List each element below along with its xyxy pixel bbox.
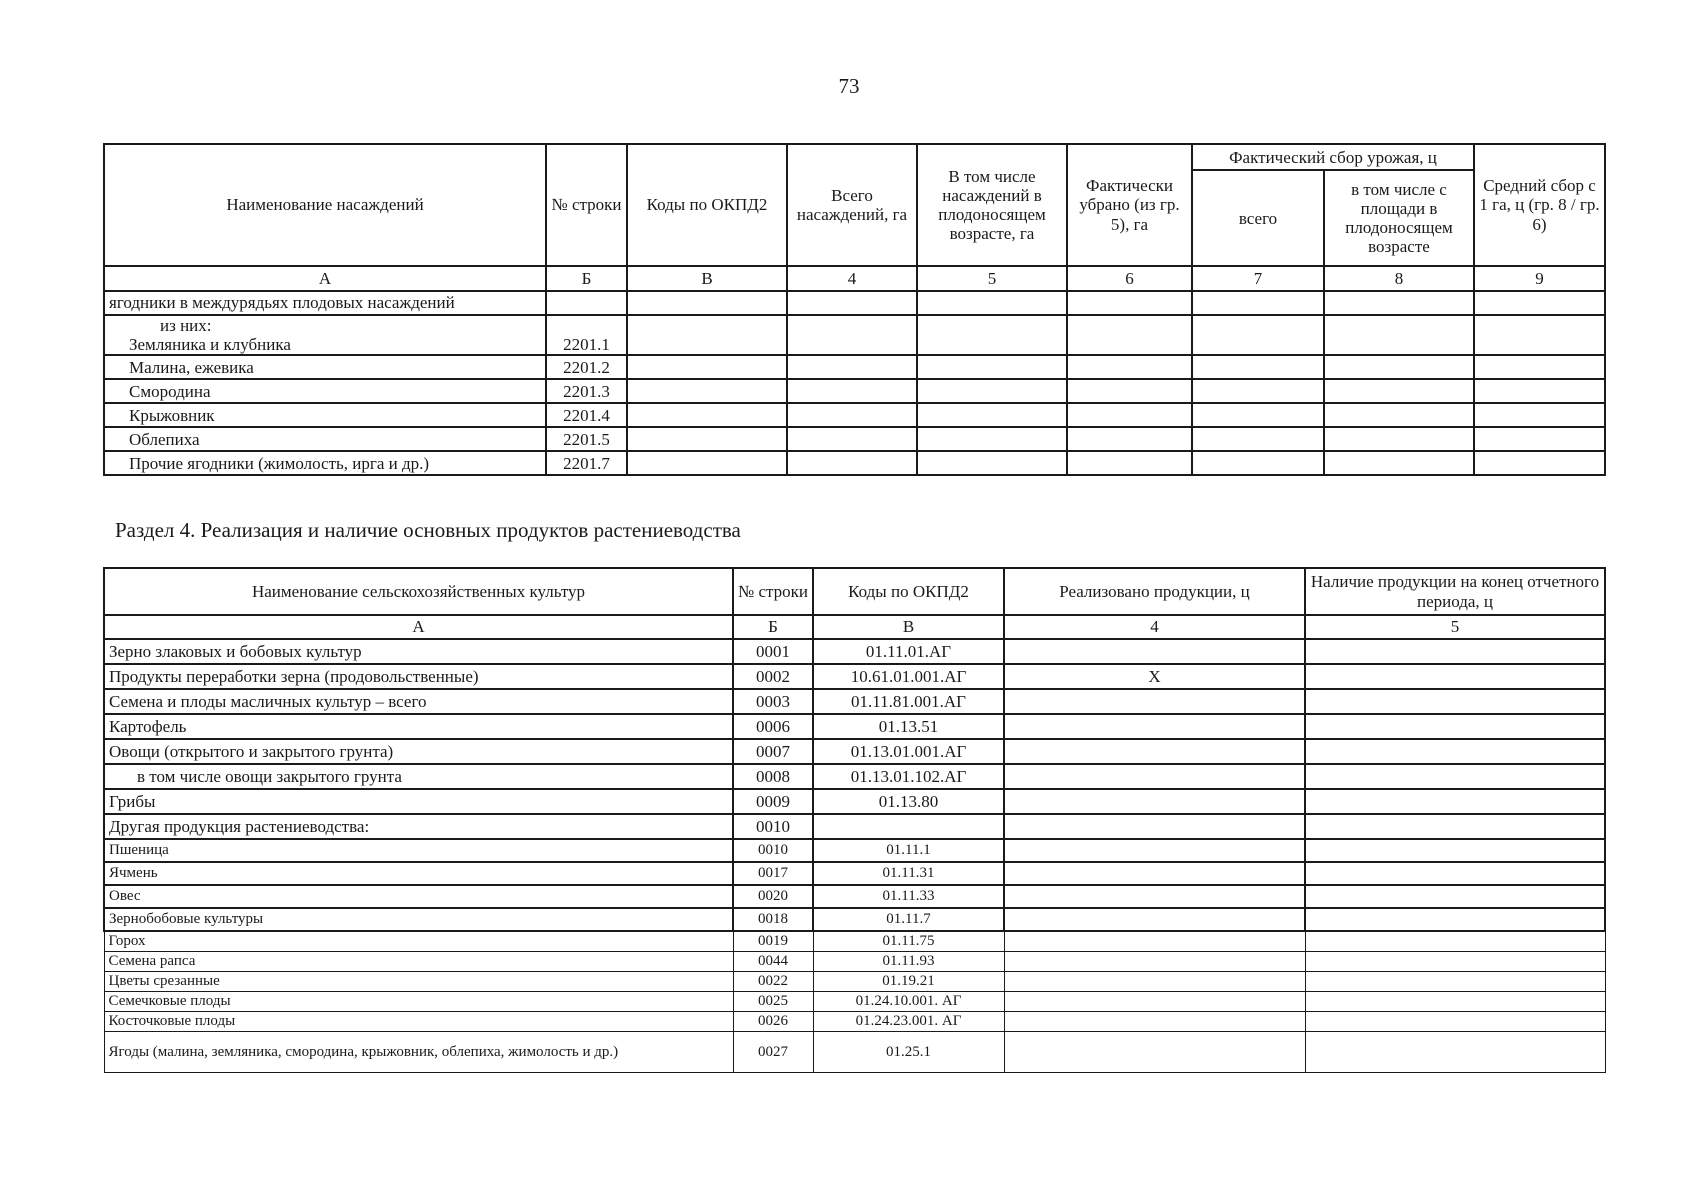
row-code: 2201.4 (546, 403, 627, 427)
header-okpd2: Коды по ОКПД2 (627, 144, 787, 266)
row-code: 2201.1 (546, 315, 627, 355)
header-harvested: Фактически убрано (из гр. 5), га (1067, 144, 1192, 266)
letters-row (104, 615, 1605, 639)
header-row-no: № строки (733, 568, 813, 615)
row-number: 0010 (733, 814, 813, 839)
row-number: 0001 (733, 639, 813, 664)
table-row (104, 952, 1605, 972)
row-sold (1004, 992, 1305, 1012)
table-row (104, 972, 1605, 992)
row-name: Другая продукция растениеводства: (104, 814, 733, 839)
row-stock (1305, 814, 1605, 839)
row-stock (1305, 972, 1605, 992)
letter-cell: 6 (1067, 266, 1192, 291)
row-code: 2201.2 (546, 355, 627, 379)
header-crop-name: Наименование сельскохозяйственных культур (104, 568, 733, 615)
header-harvest-group: Фактический сбор урожая, ц (1192, 144, 1474, 170)
row-number: 0007 (733, 739, 813, 764)
letter-cell: 8 (1324, 266, 1474, 291)
header-average: Средний сбор с 1 га, ц (гр. 8 / гр. 6) (1474, 144, 1605, 266)
row-stock (1305, 764, 1605, 789)
row-sold (1004, 789, 1305, 814)
row-sold (1004, 689, 1305, 714)
row-stock (1305, 862, 1605, 885)
row-name: Малина, ежевика (104, 355, 546, 379)
header-harvest-bearing: в том числе с площади в плодоносящем возрасте (1324, 170, 1474, 266)
row-number: 0017 (733, 862, 813, 885)
letter-cell: 9 (1474, 266, 1605, 291)
row-name: Земляника и клубника (129, 335, 291, 355)
row-sold (1004, 862, 1305, 885)
row-stock (1305, 885, 1605, 908)
row-sold (1004, 952, 1305, 972)
row-okpd2-code: 01.11.01.АГ (813, 639, 1004, 664)
table-row (104, 639, 1605, 664)
crop-sales-table (103, 567, 1606, 1073)
row-sold (1004, 714, 1305, 739)
row-name: Семена рапса (104, 952, 733, 972)
table-row (104, 291, 1605, 315)
table-row (104, 885, 1605, 908)
row-okpd2-code: 01.13.51 (813, 714, 1004, 739)
row-okpd2-code: 01.19.21 (813, 972, 1004, 992)
row-okpd2-code: 01.25.1 (813, 1032, 1004, 1073)
table-row (104, 764, 1605, 789)
row-stock (1305, 952, 1605, 972)
table-row (104, 451, 1605, 475)
row-okpd2-code: 01.11.93 (813, 952, 1004, 972)
row-number: 0002 (733, 664, 813, 689)
row-okpd2-code (813, 814, 1004, 839)
header-row-no: № строки (546, 144, 627, 266)
letter-cell: 7 (1192, 266, 1324, 291)
row-name: Ячмень (104, 862, 733, 885)
letter-cell: Б (733, 615, 813, 639)
row-stock (1305, 931, 1605, 952)
row-number: 0026 (733, 1012, 813, 1032)
row-okpd2-code: 01.13.01.001.АГ (813, 739, 1004, 764)
table-row (104, 379, 1605, 403)
table-row (104, 739, 1605, 764)
row-stock (1305, 639, 1605, 664)
row-name: Горох (104, 931, 733, 952)
row-stock (1305, 908, 1605, 931)
row-number: 0008 (733, 764, 813, 789)
row-sold (1004, 885, 1305, 908)
row-okpd2-code: 01.11.75 (813, 931, 1004, 952)
row-sold (1004, 839, 1305, 862)
row-name: Семена и плоды масличных культур – всего (104, 689, 733, 714)
row-stock (1305, 789, 1605, 814)
row-okpd2-code: 01.13.80 (813, 789, 1004, 814)
row-stock (1305, 664, 1605, 689)
row-sold: Х (1004, 664, 1305, 689)
header-bearing: В том числе насаждений в плодоносящем возрасте, га (917, 144, 1067, 266)
row-name: Овощи (открытого и закрытого грунта) (104, 739, 733, 764)
table-row (104, 908, 1605, 931)
letter-cell: А (104, 615, 733, 639)
row-name: Цветы срезанные (104, 972, 733, 992)
row-code: 2201.3 (546, 379, 627, 403)
row-okpd2-code: 01.11.81.001.АГ (813, 689, 1004, 714)
row-sold (1004, 639, 1305, 664)
row-stock (1305, 992, 1605, 1012)
row-okpd2-code: 01.24.10.001. АГ (813, 992, 1004, 1012)
row-okpd2-code: 01.11.1 (813, 839, 1004, 862)
row-name: Семечковые плоды (104, 992, 733, 1012)
row-number: 0009 (733, 789, 813, 814)
table-row (104, 403, 1605, 427)
table-row (104, 355, 1605, 379)
letter-cell: В (813, 615, 1004, 639)
row-sold (1004, 972, 1305, 992)
row-name: Продукты переработки зерна (продовольственные) (104, 664, 733, 689)
table-row (104, 789, 1605, 814)
table-row (104, 1032, 1605, 1073)
row-sold (1004, 931, 1305, 952)
letter-cell: 5 (917, 266, 1067, 291)
table-row (104, 427, 1605, 451)
row-number: 0019 (733, 931, 813, 952)
row-number: 0010 (733, 839, 813, 862)
header-okpd2: Коды по ОКПД2 (813, 568, 1004, 615)
row-number: 0020 (733, 885, 813, 908)
table-row (104, 839, 1605, 862)
row-name-group (104, 315, 546, 355)
header-sold: Реализовано продукции, ц (1004, 568, 1305, 615)
letter-cell: Б (546, 266, 627, 291)
row-okpd2-code: 01.11.33 (813, 885, 1004, 908)
table-row (104, 714, 1605, 739)
row-sold (1004, 1032, 1305, 1073)
row-name: Косточковые плоды (104, 1012, 733, 1032)
of-them-label: из них: (160, 316, 212, 335)
table-row (104, 664, 1605, 689)
row-sold (1004, 739, 1305, 764)
row-name: Прочие ягодники (жимолость, ирга и др.) (104, 451, 546, 475)
row-sold (1004, 764, 1305, 789)
row-name: Зернобобовые культуры (104, 908, 733, 931)
row-number: 0044 (733, 952, 813, 972)
row-name: ягодники в междурядьях плодовых насаждений (104, 291, 546, 315)
row-name: Облепиха (104, 427, 546, 451)
row-name: Крыжовник (104, 403, 546, 427)
section-title: Раздел 4. Реализация и наличие основных продуктов растениеводства (115, 518, 741, 542)
table-row (104, 814, 1605, 839)
letter-cell: 4 (1004, 615, 1305, 639)
row-sold (1004, 1012, 1305, 1032)
letters-row (104, 266, 1605, 291)
row-name: Овес (104, 885, 733, 908)
row-code: 2201.7 (546, 451, 627, 475)
crop-rows (104, 639, 1605, 1073)
plantings-table (103, 143, 1606, 476)
row-name: Картофель (104, 714, 733, 739)
table-row (104, 1012, 1605, 1032)
row-number: 0003 (733, 689, 813, 714)
row-number: 0006 (733, 714, 813, 739)
row-stock (1305, 1032, 1605, 1073)
letter-cell: 5 (1305, 615, 1605, 639)
table-row (104, 689, 1605, 714)
row-stock (1305, 839, 1605, 862)
row-name: Грибы (104, 789, 733, 814)
row-okpd2-code: 01.24.23.001. АГ (813, 1012, 1004, 1032)
header-total: Всего насаждений, га (787, 144, 917, 266)
row-okpd2-code: 10.61.01.001.АГ (813, 664, 1004, 689)
table-row (104, 862, 1605, 885)
row-okpd2-code: 01.13.01.102.АГ (813, 764, 1004, 789)
header-stock: Наличие продукции на конец отчетного периода, ц (1305, 568, 1605, 615)
table-row (104, 992, 1605, 1012)
header-name: Наименование насаждений (104, 144, 546, 266)
row-stock (1305, 1012, 1605, 1032)
row-number: 0027 (733, 1032, 813, 1073)
row-name: Зерно злаковых и бобовых культур (104, 639, 733, 664)
row-name: Пшеница (104, 839, 733, 862)
row-stock (1305, 714, 1605, 739)
row-number: 0018 (733, 908, 813, 931)
table-row (104, 931, 1605, 952)
row-okpd2-code: 01.11.31 (813, 862, 1004, 885)
row-sold (1004, 908, 1305, 931)
row-okpd2-code: 01.11.7 (813, 908, 1004, 931)
row-number: 0022 (733, 972, 813, 992)
page-number: 73 (838, 74, 860, 98)
row-code: 2201.5 (546, 427, 627, 451)
letter-cell: 4 (787, 266, 917, 291)
letter-cell: В (627, 266, 787, 291)
row-sold (1004, 814, 1305, 839)
header-harvest-total: всего (1192, 170, 1324, 266)
row-name: в том числе овощи закрытого грунта (104, 764, 733, 789)
table-row (104, 315, 1605, 355)
row-name: Смородина (104, 379, 546, 403)
row-stock (1305, 689, 1605, 714)
row-number: 0025 (733, 992, 813, 1012)
row-stock (1305, 739, 1605, 764)
letter-cell: А (104, 266, 546, 291)
row-name: Ягоды (малина, земляника, смородина, крыжовник, облепиха, жимолость и др.) (104, 1032, 733, 1073)
